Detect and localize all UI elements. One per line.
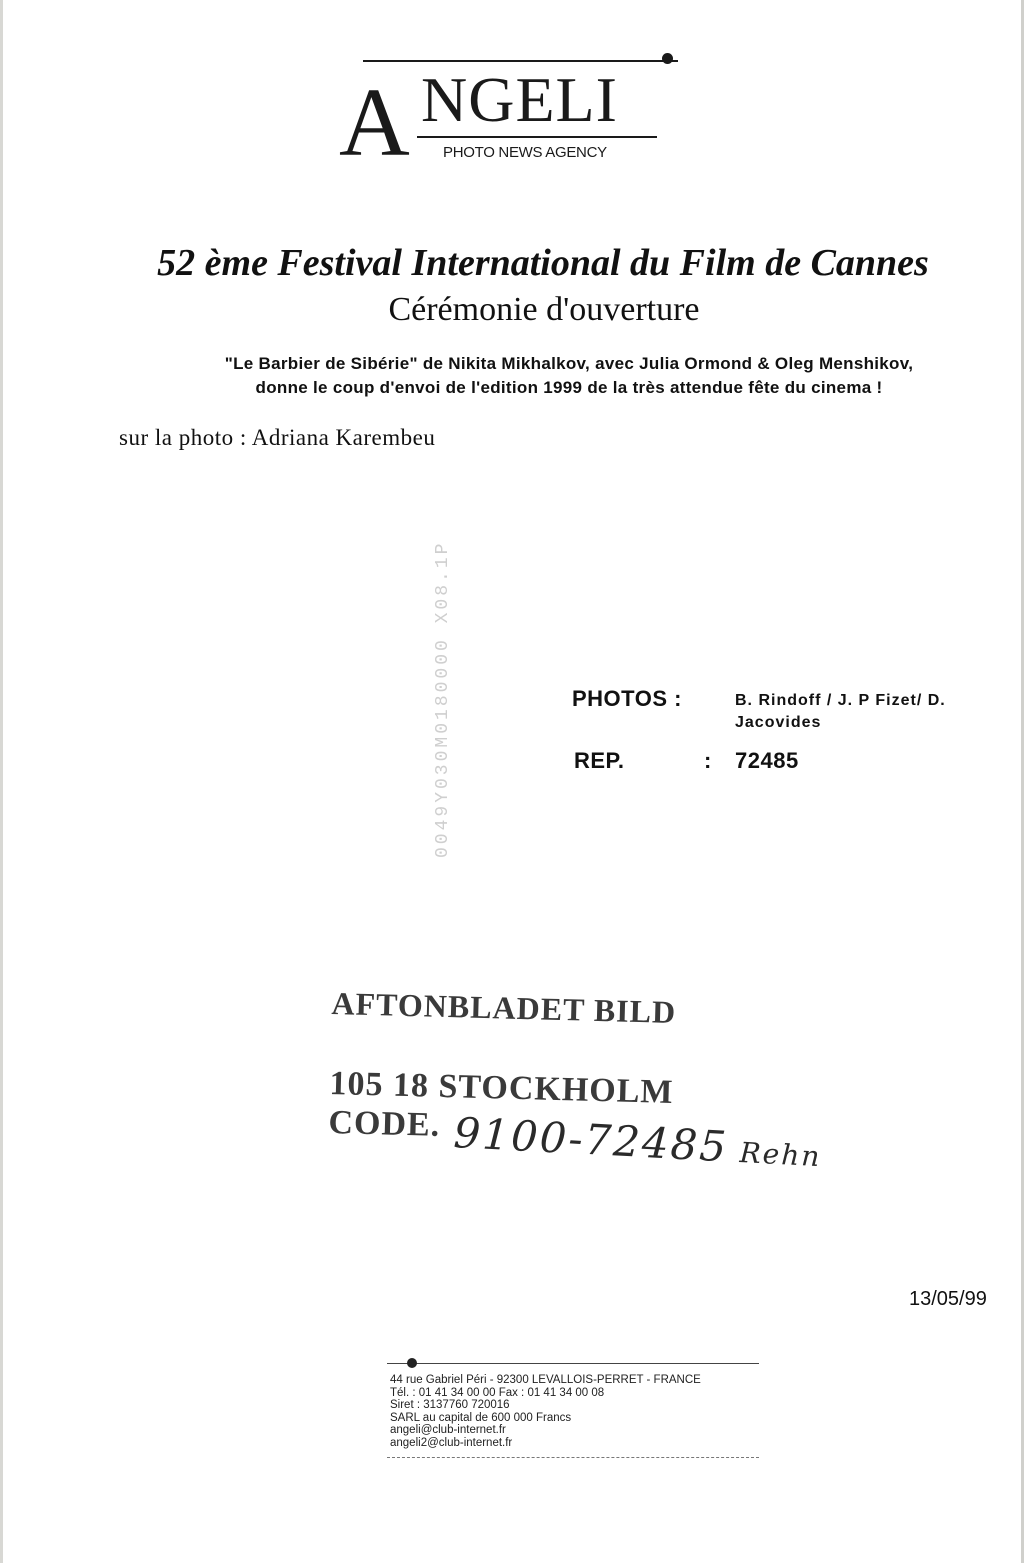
photos-label: PHOTOS : <box>572 686 682 711</box>
logo-mid-rule <box>417 136 657 138</box>
stamp-line-3: CODE. <box>328 1104 441 1144</box>
photo-caption: sur la photo : Adriana Karembeu <box>119 425 436 450</box>
vertical-serial-stamp: 0049Y030M0180000 X08.1P <box>433 540 453 858</box>
footer-line-5: angeli@club-internet.fr <box>390 1424 506 1436</box>
footer-line-2: Tél. : 01 41 34 00 00 Fax : 01 41 34 00 08 <box>390 1386 605 1399</box>
description-line-1: "Le Barbier de Sibérie" de Nikita Mikhalkov, avec Julia Ormond & Oleg Menshikov, <box>224 354 914 373</box>
footer-line-6: angeli2@club-internet.fr <box>390 1436 513 1449</box>
footer-line-1: 44 rue Gabriel Péri - 92300 LEVALLOIS-PERRET - FRANCE <box>390 1374 701 1386</box>
logo-tagline: PHOTO NEWS AGENCY <box>443 144 607 161</box>
logo-wordmark: NGELI <box>421 64 618 135</box>
handwritten-signature: Rehn <box>738 1135 823 1174</box>
document-date: 13/05/99 <box>909 1288 987 1310</box>
stamp-line-1: AFTONBLADET BILD <box>331 985 677 1031</box>
logo-letter-a: A <box>339 69 410 177</box>
photos-credit-line-1: B. Rindoff / J. P Fizet/ D. <box>735 692 946 709</box>
event-title: 52 ème Festival International du Film de Cannes <box>157 242 929 284</box>
event-description <box>139 352 999 400</box>
footer-address <box>390 1374 701 1449</box>
angeli-logo <box>339 58 689 177</box>
footer-bottom-rule <box>387 1457 759 1458</box>
footer-line-4: SARL au capital de 600 000 Francs <box>390 1411 572 1424</box>
photos-credit-line-2: Jacovides <box>735 714 822 731</box>
handwritten-code-number: 9100-72485 <box>452 1108 730 1172</box>
event-subtitle: Cérémonie d'ouverture <box>388 291 700 328</box>
rep-colon: : <box>704 748 712 773</box>
logo-top-rule <box>363 60 678 62</box>
footer-line-3: Siret : 3137760 720016 <box>390 1399 510 1411</box>
stamp-line-2: 105 18 STOCKHOLM <box>329 1065 674 1111</box>
footer-dot <box>407 1358 417 1368</box>
description-line-2: donne le coup d'envoi de l'edition 1999 de la très attendue fête du cinema ! <box>255 378 883 397</box>
rep-value: 72485 <box>735 748 799 773</box>
logo-dot <box>662 53 673 64</box>
handwritten-code <box>452 1108 822 1176</box>
rep-label: REP. <box>574 748 625 773</box>
footer-top-rule <box>387 1363 759 1364</box>
